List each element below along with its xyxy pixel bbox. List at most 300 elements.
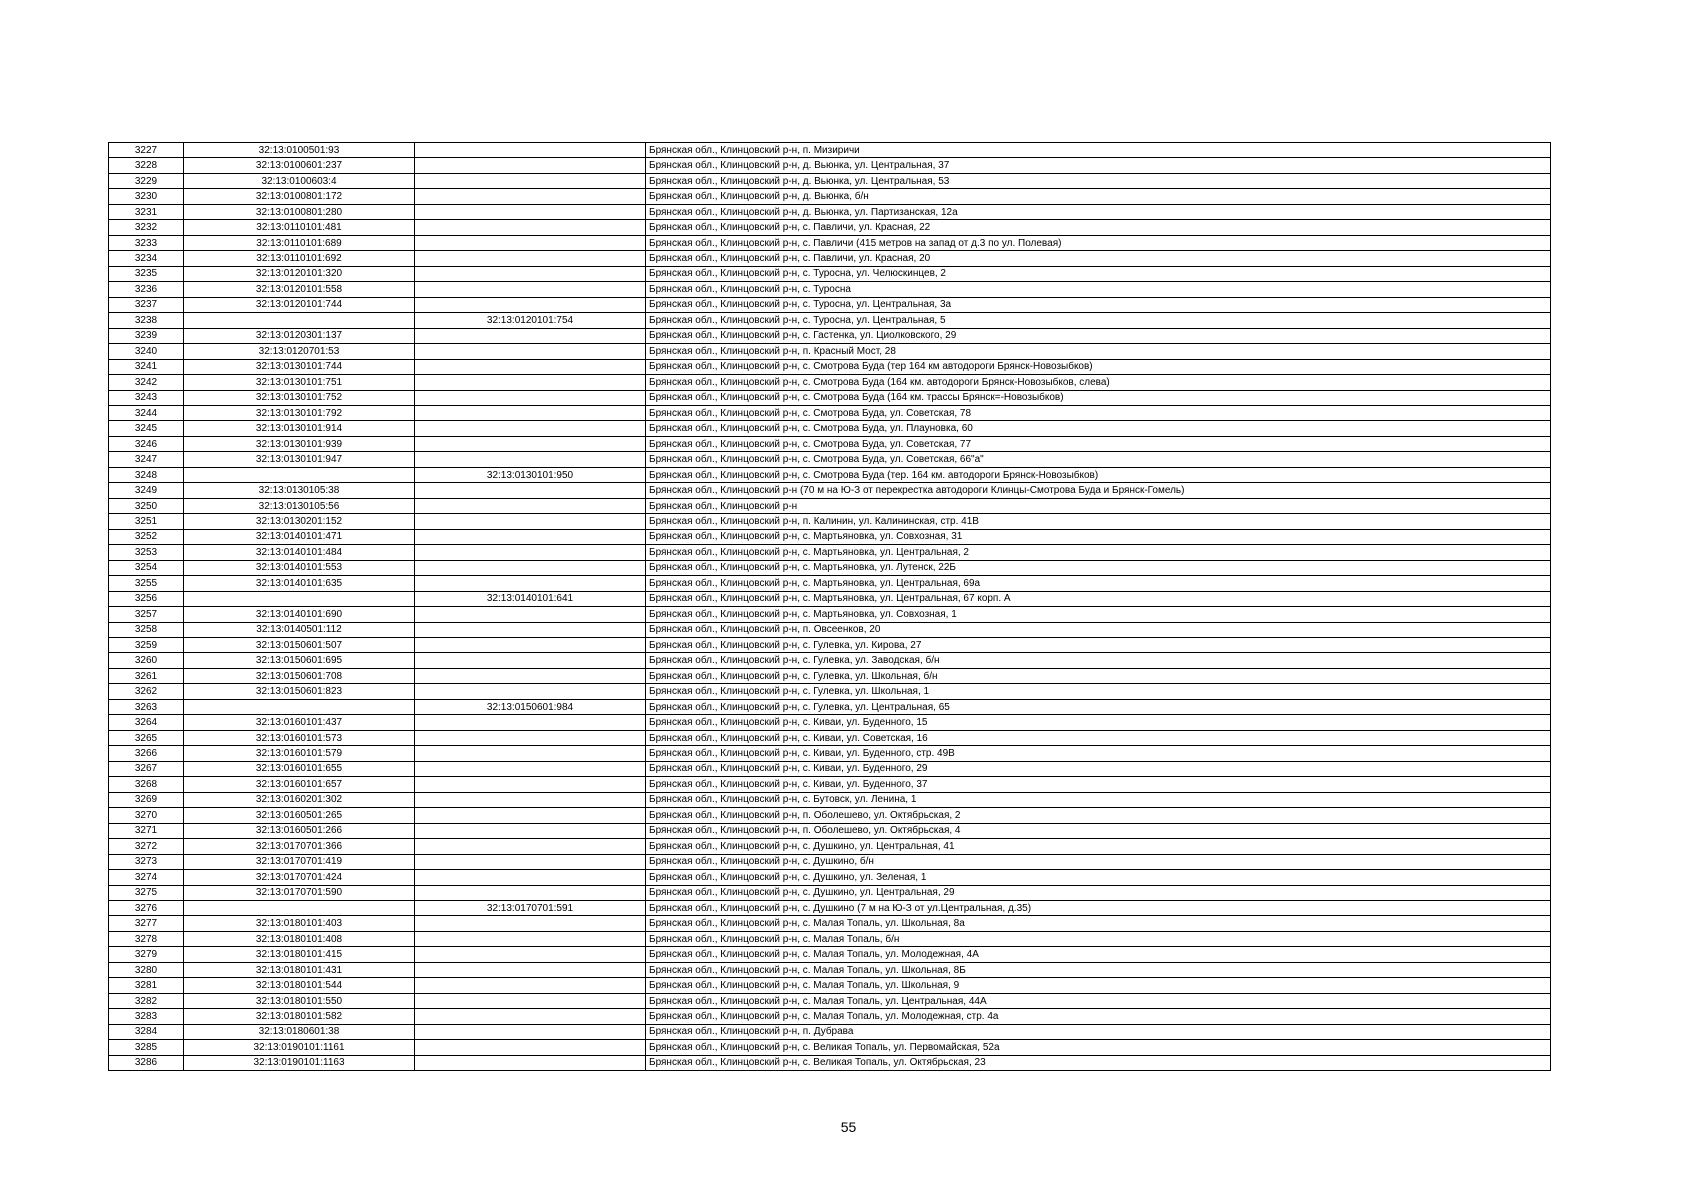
row-number-cell: 3243 — [109, 390, 184, 405]
cadastral-number-cell: 32:13:0170701:366 — [184, 839, 415, 854]
table-row — [109, 235, 1551, 250]
table-row — [109, 576, 1551, 591]
table-row — [109, 823, 1551, 838]
address-cell: Брянская обл., Клинцовский р-н, с. Павличи (415 метров на запад от д.3 по ул. Полевая) — [646, 235, 1551, 250]
row-number-cell: 3228 — [109, 158, 184, 173]
address-cell: Брянская обл., Клинцовский р-н, п. Мизиричи — [646, 143, 1551, 158]
table-row — [109, 761, 1551, 776]
row-number-cell: 3244 — [109, 405, 184, 420]
table-row — [109, 143, 1551, 158]
cadastral-number-alt-cell — [415, 885, 646, 900]
cadastral-number-alt-cell — [415, 297, 646, 312]
table-row — [109, 1055, 1551, 1070]
cadastral-number-alt-cell — [415, 498, 646, 513]
cadastral-number-cell: 32:13:0180101:550 — [184, 993, 415, 1008]
row-number-cell: 3264 — [109, 715, 184, 730]
cadastral-number-cell: 32:13:0120101:558 — [184, 282, 415, 297]
address-cell: Брянская обл., Клинцовский р-н — [646, 498, 1551, 513]
row-number-cell: 3281 — [109, 978, 184, 993]
address-cell: Брянская обл., Клинцовский р-н, с. Малая Топаль, ул. Школьная, 9 — [646, 978, 1551, 993]
cadastral-number-alt-cell — [415, 715, 646, 730]
cadastral-number-alt-cell — [415, 993, 646, 1008]
address-cell: Брянская обл., Клинцовский р-н, с. Гулевка, ул. Центральная, 65 — [646, 699, 1551, 714]
row-number-cell: 3247 — [109, 452, 184, 467]
cadastral-number-cell: 32:13:0130201:152 — [184, 514, 415, 529]
address-cell: Брянская обл., Клинцовский р-н, с. Гулевка, ул. Кирова, 27 — [646, 638, 1551, 653]
cadastral-number-cell: 32:13:0120701:53 — [184, 344, 415, 359]
address-cell: Брянская обл., Клинцовский р-н, п. Дубрава — [646, 1024, 1551, 1039]
table-row — [109, 313, 1551, 328]
table-row — [109, 297, 1551, 312]
row-number-cell: 3276 — [109, 900, 184, 915]
row-number-cell: 3234 — [109, 251, 184, 266]
cadastral-number-cell: 32:13:0130101:939 — [184, 436, 415, 451]
cadastral-number-alt-cell — [415, 962, 646, 977]
address-cell: Брянская обл., Клинцовский р-н, с. Душкино, б/н — [646, 854, 1551, 869]
cadastral-number-cell: 32:13:0190101:1163 — [184, 1055, 415, 1070]
table-row — [109, 607, 1551, 622]
table-row — [109, 668, 1551, 683]
cadastral-number-alt-cell — [415, 359, 646, 374]
address-cell: Брянская обл., Клинцовский р-н, д. Вьюнка, ул. Партизанская, 12а — [646, 204, 1551, 219]
address-cell: Брянская обл., Клинцовский р-н, с. Смотрова Буда (164 км. трассы Брянск=-Новозыбков) — [646, 390, 1551, 405]
table-row — [109, 885, 1551, 900]
table-row — [109, 916, 1551, 931]
table-row — [109, 483, 1551, 498]
cadastral-number-alt-cell: 32:13:0140101:641 — [415, 591, 646, 606]
cadastral-number-alt-cell — [415, 1055, 646, 1070]
cadastral-number-cell — [184, 900, 415, 915]
cadastral-number-alt-cell — [415, 576, 646, 591]
row-number-cell: 3286 — [109, 1055, 184, 1070]
cadastral-number-alt-cell — [415, 916, 646, 931]
cadastral-number-cell: 32:13:0130101:792 — [184, 405, 415, 420]
cadastral-number-alt-cell — [415, 545, 646, 560]
table-row — [109, 344, 1551, 359]
table-row — [109, 189, 1551, 204]
row-number-cell: 3269 — [109, 792, 184, 807]
address-cell: Брянская обл., Клинцовский р-н, с. Малая Топаль, ул. Центральная, 44А — [646, 993, 1551, 1008]
address-cell: Брянская обл., Клинцовский р-н, с. Малая Топаль, ул. Школьная, 8а — [646, 916, 1551, 931]
cadastral-number-cell: 32:13:0140101:553 — [184, 560, 415, 575]
address-cell: Брянская обл., Клинцовский р-н, п. Овсеенков, 20 — [646, 622, 1551, 637]
cadastral-number-cell: 32:13:0160101:573 — [184, 730, 415, 745]
cadastral-number-alt-cell — [415, 607, 646, 622]
cadastral-number-alt-cell — [415, 204, 646, 219]
cadastral-number-cell: 32:13:0150601:708 — [184, 668, 415, 683]
row-number-cell: 3282 — [109, 993, 184, 1008]
row-number-cell: 3284 — [109, 1024, 184, 1039]
row-number-cell: 3249 — [109, 483, 184, 498]
address-cell: Брянская обл., Клинцовский р-н, с. Гулевка, ул. Школьная, б/н — [646, 668, 1551, 683]
cadastral-number-cell: 32:13:0140101:471 — [184, 529, 415, 544]
cadastral-number-alt-cell — [415, 375, 646, 390]
cadastral-number-cell: 32:13:0190101:1161 — [184, 1040, 415, 1055]
row-number-cell: 3265 — [109, 730, 184, 745]
row-number-cell: 3248 — [109, 467, 184, 482]
address-cell: Брянская обл., Клинцовский р-н, п. Оболешево, ул. Октябрьская, 2 — [646, 808, 1551, 823]
table-row — [109, 653, 1551, 668]
table-row — [109, 931, 1551, 946]
row-number-cell: 3230 — [109, 189, 184, 204]
cadastral-number-cell: 32:13:0110101:692 — [184, 251, 415, 266]
table-row — [109, 962, 1551, 977]
cadastral-number-alt-cell — [415, 436, 646, 451]
address-cell: Брянская обл., Клинцовский р-н, с. Смотрова Буда, ул. Плауновка, 60 — [646, 421, 1551, 436]
cadastral-number-alt-cell — [415, 978, 646, 993]
address-cell: Брянская обл., Клинцовский р-н, с. Смотрова Буда, ул. Советская, 66"а" — [646, 452, 1551, 467]
address-cell: Брянская обл., Клинцовский р-н, с. Гастенка, ул. Циолковского, 29 — [646, 328, 1551, 343]
page-number: 55 — [840, 1119, 857, 1135]
row-number-cell: 3256 — [109, 591, 184, 606]
row-number-cell: 3238 — [109, 313, 184, 328]
row-number-cell: 3237 — [109, 297, 184, 312]
row-number-cell: 3268 — [109, 777, 184, 792]
address-cell: Брянская обл., Клинцовский р-н (70 м на Ю-З от перекрестка автодороги Клинцы-Смотрова Буда и Брянск-Гомель) — [646, 483, 1551, 498]
row-number-cell: 3251 — [109, 514, 184, 529]
table-row — [109, 282, 1551, 297]
row-number-cell: 3240 — [109, 344, 184, 359]
cadastral-number-cell: 32:13:0100801:172 — [184, 189, 415, 204]
table-row — [109, 746, 1551, 761]
address-cell: Брянская обл., Клинцовский р-н, с. Смотрова Буда, ул. Советская, 77 — [646, 436, 1551, 451]
row-number-cell: 3227 — [109, 143, 184, 158]
cadastral-number-cell: 32:13:0130105:56 — [184, 498, 415, 513]
row-number-cell: 3246 — [109, 436, 184, 451]
cadastral-number-alt-cell — [415, 684, 646, 699]
row-number-cell: 3272 — [109, 839, 184, 854]
row-number-cell: 3259 — [109, 638, 184, 653]
cadastral-number-alt-cell — [415, 483, 646, 498]
address-cell: Брянская обл., Клинцовский р-н, с. Малая Топаль, ул. Молодежная, 4А — [646, 947, 1551, 962]
table-row — [109, 622, 1551, 637]
table-row — [109, 1040, 1551, 1055]
table-row — [109, 421, 1551, 436]
row-number-cell: 3254 — [109, 560, 184, 575]
cadastral-number-alt-cell — [415, 839, 646, 854]
table-row — [109, 792, 1551, 807]
address-cell: Брянская обл., Клинцовский р-н, с. Душкино, ул. Центральная, 29 — [646, 885, 1551, 900]
row-number-cell: 3245 — [109, 421, 184, 436]
table-row — [109, 452, 1551, 467]
table-row — [109, 777, 1551, 792]
table-row — [109, 251, 1551, 266]
row-number-cell: 3239 — [109, 328, 184, 343]
cadastral-number-cell: 32:13:0150601:695 — [184, 653, 415, 668]
cadastral-number-alt-cell — [415, 947, 646, 962]
row-number-cell: 3252 — [109, 529, 184, 544]
address-cell: Брянская обл., Клинцовский р-н, с. Смотрова Буда, ул. Советская, 78 — [646, 405, 1551, 420]
cadastral-number-cell: 32:13:0130101:947 — [184, 452, 415, 467]
address-cell: Брянская обл., Клинцовский р-н, с. Душкино (7 м на Ю-З от ул.Центральная, д.35) — [646, 900, 1551, 915]
table-row — [109, 854, 1551, 869]
address-cell: Брянская обл., Клинцовский р-н, с. Смотрова Буда (тер. 164 км. автодороги Брянск-Новозыбков) — [646, 467, 1551, 482]
cadastral-number-alt-cell — [415, 1024, 646, 1039]
table-row — [109, 808, 1551, 823]
table-row — [109, 545, 1551, 560]
address-cell: Брянская обл., Клинцовский р-н, д. Вьюнка, ул. Центральная, 37 — [646, 158, 1551, 173]
table-row — [109, 591, 1551, 606]
cadastral-number-alt-cell — [415, 746, 646, 761]
cadastral-number-cell: 32:13:0100801:280 — [184, 204, 415, 219]
cadastral-number-alt-cell: 32:13:0130101:950 — [415, 467, 646, 482]
address-cell: Брянская обл., Клинцовский р-н, с. Смотрова Буда (тер 164 км автодороги Брянск-Новозыбков) — [646, 359, 1551, 374]
address-cell: Брянская обл., Клинцовский р-н, с. Павличи, ул. Красная, 20 — [646, 251, 1551, 266]
address-cell: Брянская обл., Клинцовский р-н, д. Вьюнка, б/н — [646, 189, 1551, 204]
row-number-cell: 3270 — [109, 808, 184, 823]
cadastral-number-cell: 32:13:0130101:744 — [184, 359, 415, 374]
address-cell: Брянская обл., Клинцовский р-н, с. Туросна, ул. Челюскинцев, 2 — [646, 266, 1551, 281]
cadastral-number-alt-cell — [415, 560, 646, 575]
cadastral-number-alt-cell — [415, 143, 646, 158]
cadastral-number-cell: 32:13:0140501:112 — [184, 622, 415, 637]
cadastral-number-alt-cell — [415, 854, 646, 869]
row-number-cell: 3257 — [109, 607, 184, 622]
row-number-cell: 3285 — [109, 1040, 184, 1055]
cadastral-number-cell: 32:13:0140101:635 — [184, 576, 415, 591]
address-cell: Брянская обл., Клинцовский р-н, с. Киваи, ул. Буденного, стр. 49В — [646, 746, 1551, 761]
address-cell: Брянская обл., Клинцовский р-н, с. Смотрова Буда (164 км. автодороги Брянск-Новозыбков, слева) — [646, 375, 1551, 390]
cadastral-number-cell: 32:13:0110101:689 — [184, 235, 415, 250]
table-row — [109, 715, 1551, 730]
row-number-cell: 3271 — [109, 823, 184, 838]
row-number-cell: 3274 — [109, 870, 184, 885]
cadastral-number-cell — [184, 313, 415, 328]
table-row — [109, 266, 1551, 281]
cadastral-number-cell: 32:13:0160201:302 — [184, 792, 415, 807]
cadastral-number-cell: 32:13:0180101:582 — [184, 1009, 415, 1024]
cadastral-number-alt-cell — [415, 405, 646, 420]
cadastral-number-cell: 32:13:0180101:544 — [184, 978, 415, 993]
address-cell: Брянская обл., Клинцовский р-н, с. Павличи, ул. Красная, 22 — [646, 220, 1551, 235]
cadastral-number-cell: 32:13:0150601:823 — [184, 684, 415, 699]
address-cell: Брянская обл., Клинцовский р-н, с. Великая Топаль, ул. Октябрьская, 23 — [646, 1055, 1551, 1070]
table-row — [109, 699, 1551, 714]
row-number-cell: 3235 — [109, 266, 184, 281]
cadastral-number-cell: 32:13:0160101:437 — [184, 715, 415, 730]
address-cell: Брянская обл., Клинцовский р-н, с. Киваи, ул. Буденного, 15 — [646, 715, 1551, 730]
cadastral-number-alt-cell — [415, 931, 646, 946]
cadastral-number-alt-cell — [415, 235, 646, 250]
row-number-cell: 3275 — [109, 885, 184, 900]
address-cell: Брянская обл., Клинцовский р-н, с. Мартьяновка, ул. Совхозная, 1 — [646, 607, 1551, 622]
row-number-cell: 3262 — [109, 684, 184, 699]
table-row — [109, 730, 1551, 745]
table-row — [109, 405, 1551, 420]
row-number-cell: 3253 — [109, 545, 184, 560]
cadastral-number-cell: 32:13:0100601:237 — [184, 158, 415, 173]
address-cell: Брянская обл., Клинцовский р-н, с. Гулевка, ул. Заводская, б/н — [646, 653, 1551, 668]
address-cell: Брянская обл., Клинцовский р-н, с. Мартьяновка, ул. Совхозная, 31 — [646, 529, 1551, 544]
cadastral-number-cell: 32:13:0130105:38 — [184, 483, 415, 498]
address-cell: Брянская обл., Клинцовский р-н, с. Мартьяновка, ул. Центральная, 69а — [646, 576, 1551, 591]
cadastral-number-alt-cell: 32:13:0120101:754 — [415, 313, 646, 328]
address-cell: Брянская обл., Клинцовский р-н, с. Малая Топаль, б/н — [646, 931, 1551, 946]
cadastral-number-cell: 32:13:0110101:481 — [184, 220, 415, 235]
cadastral-number-cell: 32:13:0140101:690 — [184, 607, 415, 622]
row-number-cell: 3283 — [109, 1009, 184, 1024]
address-cell: Брянская обл., Клинцовский р-н, с. Киваи, ул. Буденного, 29 — [646, 761, 1551, 776]
cadastral-number-alt-cell — [415, 328, 646, 343]
cadastral-number-alt-cell — [415, 653, 646, 668]
address-cell: Брянская обл., Клинцовский р-н, с. Киваи, ул. Советская, 16 — [646, 730, 1551, 745]
address-cell: Брянская обл., Клинцовский р-н, п. Красный Мост, 28 — [646, 344, 1551, 359]
row-number-cell: 3266 — [109, 746, 184, 761]
table-row — [109, 993, 1551, 1008]
address-cell: Брянская обл., Клинцовский р-н, с. Туросна, ул. Центральная, 5 — [646, 313, 1551, 328]
cadastral-number-alt-cell — [415, 638, 646, 653]
row-number-cell: 3273 — [109, 854, 184, 869]
row-number-cell: 3263 — [109, 699, 184, 714]
table-row — [109, 467, 1551, 482]
address-cell: Брянская обл., Клинцовский р-н, с. Мартьяновка, ул. Центральная, 2 — [646, 545, 1551, 560]
address-cell: Брянская обл., Клинцовский р-н, с. Душкино, ул. Зеленая, 1 — [646, 870, 1551, 885]
cadastral-number-cell: 32:13:0170701:590 — [184, 885, 415, 900]
cadastral-number-cell: 32:13:0160501:265 — [184, 808, 415, 823]
cadastral-number-cell: 32:13:0160501:266 — [184, 823, 415, 838]
table-row — [109, 1009, 1551, 1024]
cadastral-number-cell: 32:13:0100501:93 — [184, 143, 415, 158]
cadastral-number-alt-cell — [415, 792, 646, 807]
cadastral-number-alt-cell — [415, 870, 646, 885]
address-cell: Брянская обл., Клинцовский р-н, с. Туросна, ул. Центральная, 3а — [646, 297, 1551, 312]
address-cell: Брянская обл., Клинцовский р-н, с. Мартьяновка, ул. Лутенск, 22Б — [646, 560, 1551, 575]
row-number-cell: 3241 — [109, 359, 184, 374]
address-cell: Брянская обл., Клинцовский р-н, п. Калинин, ул. Калининская, стр. 41В — [646, 514, 1551, 529]
table-row — [109, 158, 1551, 173]
address-cell: Брянская обл., Клинцовский р-н, с. Туросна — [646, 282, 1551, 297]
row-number-cell: 3250 — [109, 498, 184, 513]
table-row — [109, 514, 1551, 529]
cadastral-number-cell: 32:13:0180101:403 — [184, 916, 415, 931]
row-number-cell: 3277 — [109, 916, 184, 931]
table-row — [109, 1024, 1551, 1039]
table-row — [109, 436, 1551, 451]
cadastral-number-cell: 32:13:0130101:751 — [184, 375, 415, 390]
table-row — [109, 173, 1551, 188]
table-row — [109, 947, 1551, 962]
cadastral-number-cell: 32:13:0180101:415 — [184, 947, 415, 962]
cadastral-number-alt-cell — [415, 761, 646, 776]
table-row — [109, 529, 1551, 544]
address-cell: Брянская обл., Клинцовский р-н, д. Вьюнка, ул. Центральная, 53 — [646, 173, 1551, 188]
table-row — [109, 684, 1551, 699]
address-cell: Брянская обл., Клинцовский р-н, с. Душкино, ул. Центральная, 41 — [646, 839, 1551, 854]
table-row — [109, 638, 1551, 653]
cadastral-number-cell: 32:13:0120301:137 — [184, 328, 415, 343]
cadastral-number-cell — [184, 467, 415, 482]
cadastral-number-alt-cell — [415, 220, 646, 235]
row-number-cell: 3231 — [109, 204, 184, 219]
cadastral-number-alt-cell — [415, 1040, 646, 1055]
property-table-body — [109, 143, 1551, 1071]
address-cell: Брянская обл., Клинцовский р-н, с. Великая Топаль, ул. Первомайская, 52а — [646, 1040, 1551, 1055]
cadastral-number-alt-cell — [415, 622, 646, 637]
cadastral-number-alt-cell: 32:13:0150601:984 — [415, 699, 646, 714]
table-row — [109, 870, 1551, 885]
address-cell: Брянская обл., Клинцовский р-н, с. Гулевка, ул. Школьная, 1 — [646, 684, 1551, 699]
row-number-cell: 3267 — [109, 761, 184, 776]
row-number-cell: 3236 — [109, 282, 184, 297]
cadastral-number-alt-cell — [415, 823, 646, 838]
row-number-cell: 3260 — [109, 653, 184, 668]
table-row — [109, 220, 1551, 235]
cadastral-number-cell — [184, 699, 415, 714]
cadastral-number-alt-cell — [415, 808, 646, 823]
address-cell: Брянская обл., Клинцовский р-н, с. Киваи, ул. Буденного, 37 — [646, 777, 1551, 792]
address-cell: Брянская обл., Клинцовский р-н, с. Бутовск, ул. Ленина, 1 — [646, 792, 1551, 807]
row-number-cell: 3229 — [109, 173, 184, 188]
cadastral-number-alt-cell — [415, 668, 646, 683]
address-cell: Брянская обл., Клинцовский р-н, с. Мартьяновка, ул. Центральная, 67 корп. А — [646, 591, 1551, 606]
cadastral-number-alt-cell — [415, 390, 646, 405]
cadastral-number-cell: 32:13:0140101:484 — [184, 545, 415, 560]
address-cell: Брянская обл., Клинцовский р-н, с. Малая Топаль, ул. Школьная, 8Б — [646, 962, 1551, 977]
cadastral-number-cell: 32:13:0180101:408 — [184, 931, 415, 946]
cadastral-number-cell — [184, 591, 415, 606]
row-number-cell: 3258 — [109, 622, 184, 637]
table-row — [109, 375, 1551, 390]
cadastral-number-alt-cell — [415, 452, 646, 467]
row-number-cell: 3261 — [109, 668, 184, 683]
cadastral-number-cell: 32:13:0170701:419 — [184, 854, 415, 869]
cadastral-number-cell: 32:13:0160101:655 — [184, 761, 415, 776]
row-number-cell: 3278 — [109, 931, 184, 946]
table-row — [109, 839, 1551, 854]
cadastral-number-alt-cell — [415, 158, 646, 173]
cadastral-number-alt-cell — [415, 189, 646, 204]
cadastral-number-cell: 32:13:0130101:752 — [184, 390, 415, 405]
cadastral-number-cell: 32:13:0180101:431 — [184, 962, 415, 977]
table-row — [109, 978, 1551, 993]
cadastral-number-alt-cell — [415, 730, 646, 745]
cadastral-number-alt-cell — [415, 282, 646, 297]
table-row — [109, 359, 1551, 374]
row-number-cell: 3242 — [109, 375, 184, 390]
cadastral-number-cell: 32:13:0120101:744 — [184, 297, 415, 312]
table-row — [109, 328, 1551, 343]
address-cell: Брянская обл., Клинцовский р-н, п. Оболешево, ул. Октябрьская, 4 — [646, 823, 1551, 838]
address-cell: Брянская обл., Клинцовский р-н, с. Малая Топаль, ул. Молодежная, стр. 4а — [646, 1009, 1551, 1024]
cadastral-number-cell: 32:13:0180601:38 — [184, 1024, 415, 1039]
row-number-cell: 3255 — [109, 576, 184, 591]
row-number-cell: 3233 — [109, 235, 184, 250]
cadastral-number-alt-cell — [415, 1009, 646, 1024]
cadastral-number-alt-cell — [415, 421, 646, 436]
cadastral-number-alt-cell — [415, 777, 646, 792]
cadastral-number-cell: 32:13:0130101:914 — [184, 421, 415, 436]
table-row — [109, 560, 1551, 575]
cadastral-number-cell: 32:13:0170701:424 — [184, 870, 415, 885]
cadastral-number-cell: 32:13:0160101:579 — [184, 746, 415, 761]
cadastral-number-cell: 32:13:0100603:4 — [184, 173, 415, 188]
cadastral-number-alt-cell — [415, 514, 646, 529]
table-row — [109, 498, 1551, 513]
cadastral-number-cell: 32:13:0160101:657 — [184, 777, 415, 792]
row-number-cell: 3279 — [109, 947, 184, 962]
property-table — [108, 142, 1551, 1071]
cadastral-number-alt-cell — [415, 251, 646, 266]
table-row — [109, 900, 1551, 915]
cadastral-number-cell: 32:13:0150601:507 — [184, 638, 415, 653]
cadastral-number-alt-cell — [415, 529, 646, 544]
table-row — [109, 204, 1551, 219]
cadastral-number-alt-cell: 32:13:0170701:591 — [415, 900, 646, 915]
cadastral-number-alt-cell — [415, 266, 646, 281]
row-number-cell: 3280 — [109, 962, 184, 977]
cadastral-number-alt-cell — [415, 173, 646, 188]
row-number-cell: 3232 — [109, 220, 184, 235]
